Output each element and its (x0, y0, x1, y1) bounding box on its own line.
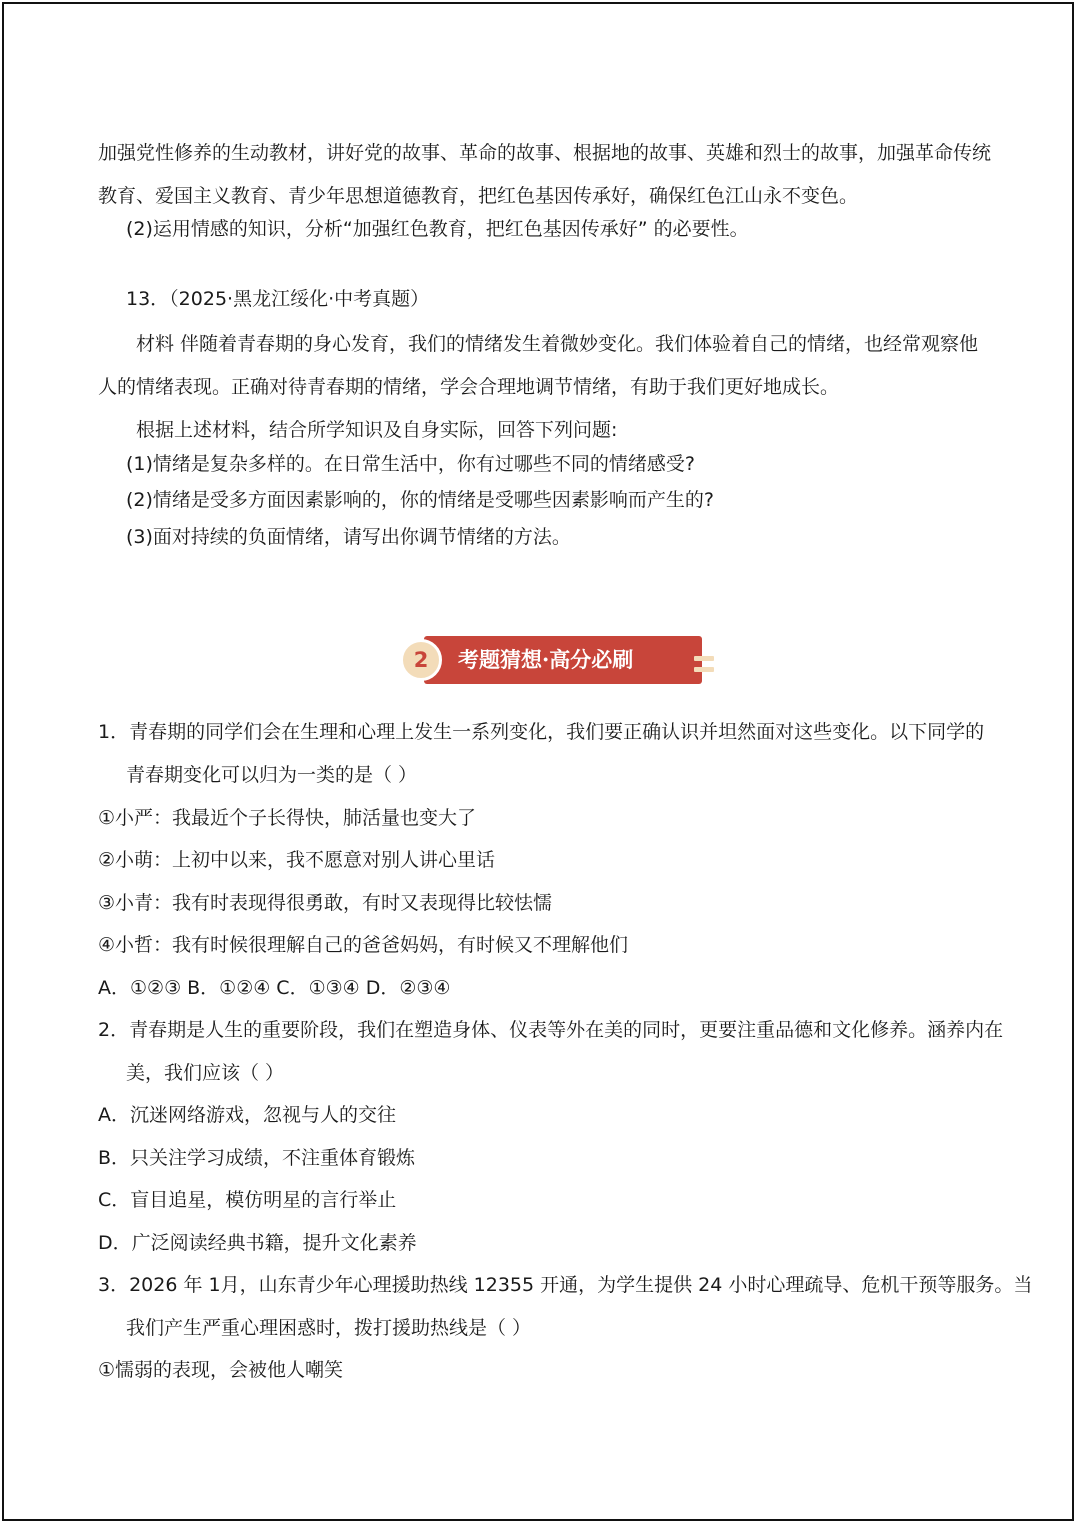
answer-option: B．只关注学习成绩，不注重体育锻炼 (98, 1147, 416, 1169)
sub-question: (2)运用情感的知识，分析“加强红色教育，把红色基因传承好” 的必要性。 (126, 218, 749, 240)
question-stem: 2．青春期是人生的重要阶段，我们在塑造身体、仪表等外在美的同时，更要注重品德和文化修养。涵养内在 (98, 1019, 1004, 1041)
material-line: 教育、爱国主义教育、青少年思想道德教育，把红色基因传承好，确保红色江山永不变色。 (98, 185, 859, 207)
question-stem: 我们产生严重心理困惑时，拨打援助热线是（ ） (126, 1317, 532, 1339)
statement: ④小哲：我有时候很理解自己的爸爸妈妈，有时候又不理解他们 (98, 934, 629, 956)
banner-title: 考题猜想·高分必刷 (458, 647, 634, 672)
answer-option: D．广泛阅读经典书籍，提升文化素养 (98, 1232, 417, 1254)
statement: ①小严：我最近个子长得快，肺活量也变大了 (98, 807, 477, 829)
question-stem: 美，我们应该（ ） (126, 1062, 285, 1084)
statement: ③小青：我有时表现得很勇敢，有时又表现得比较怯懦 (98, 892, 553, 914)
statement: ②小萌：上初中以来，我不愿意对别人讲心里话 (98, 849, 496, 871)
material-line: 人的情绪表现。正确对待青春期的情绪，学会合理地调节情绪，有助于我们更好地成长。 (98, 376, 840, 398)
material-line: 加强党性修养的生动教材，讲好党的故事、革命的故事、根据地的故事、英雄和烈士的故事，加强革命传统 (98, 142, 992, 164)
answer-option: A．沉迷网络游戏，忽视与人的交往 (98, 1104, 396, 1126)
instruction: 根据上述材料，结合所学知识及自身实际，回答下列问题: (136, 419, 618, 441)
question-header: 13．（2025·黑龙江绥化·中考真题） (126, 288, 430, 310)
question-stem: 3．2026 年 1月，山东青少年心理援助热线 12355 开通，为学生提供 24 小时心理疏导、危机干预等服务。当 (98, 1274, 1033, 1296)
statement: ①懦弱的表现，会被他人嘲笑 (98, 1359, 344, 1381)
material-line: 材料 伴随着青春期的身心发育，我们的情绪发生着微妙变化。我们体验着自己的情绪，也经常观察他 (136, 333, 979, 355)
question-stem: 青春期变化可以归为一类的是（ ） (126, 764, 418, 786)
sub-question: (2)情绪是受多方面因素影响的，你的情绪是受哪些因素影响而产生的? (126, 489, 714, 511)
banner-decoration (694, 656, 714, 661)
sub-question: (3)面对持续的负面情绪，请写出你调节情绪的方法。 (126, 526, 571, 548)
banner-number: 2 (400, 639, 442, 681)
banner-decoration (694, 667, 714, 672)
sub-question: (1)情绪是复杂多样的。在日常生活中，你有过哪些不同的情绪感受? (126, 453, 695, 475)
question-stem: 1．青春期的同学们会在生理和心理上发生一系列变化，我们要正确认识并坦然面对这些变化。以下同学的 (98, 721, 985, 743)
answer-options: A．①②③ B．①②④ C．①③④ D．②③④ (98, 977, 451, 999)
section-banner (398, 632, 718, 692)
answer-option: C．盲目追星，模仿明星的言行举止 (98, 1189, 397, 1211)
